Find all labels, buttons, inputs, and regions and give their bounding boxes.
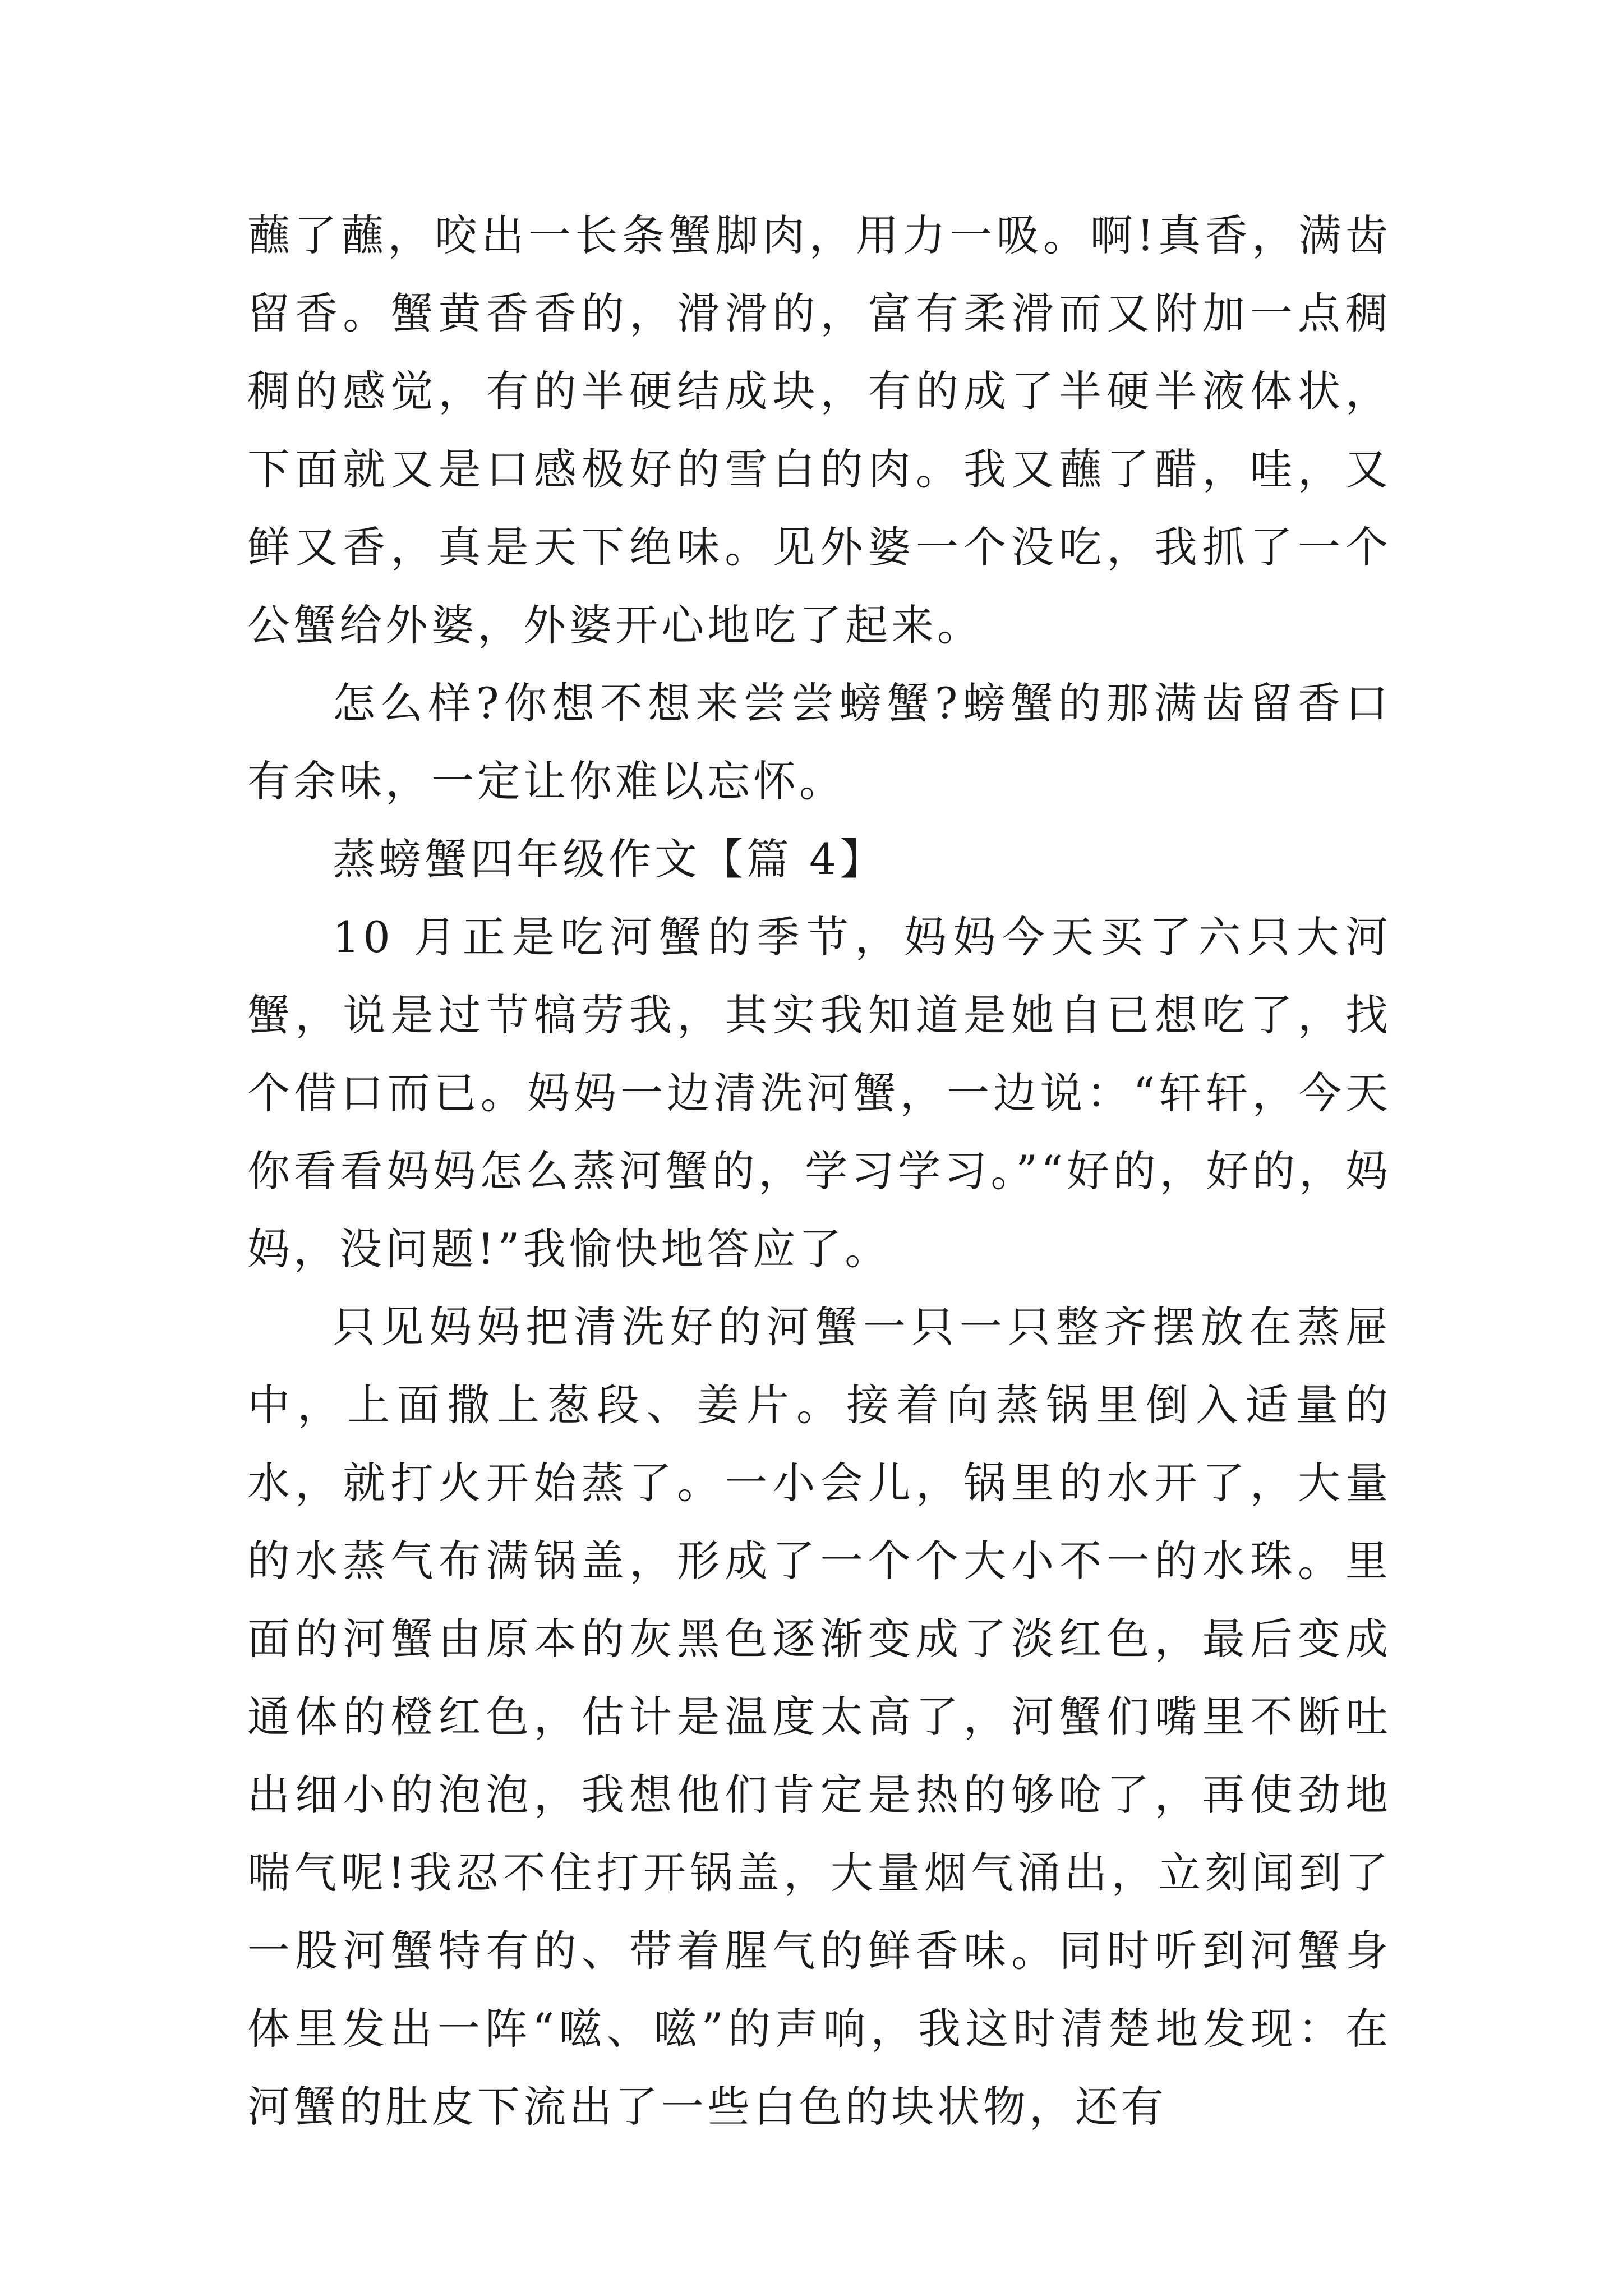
body-text [247, 196, 1391, 2146]
paragraph-3: 10 月正是吃河蟹的季节，妈妈今天买了六只大河蟹，说是过节犒劳我，其实我知道是她自已想吃了，找个借口而已。妈妈一边清洗河蟹，一边说：“轩轩，今天你看看妈妈怎么蒸河蟹的，学习学习。”“好的，好的，妈妈，没问题!”我愉快地答应了。 [247, 912, 1391, 1274]
paragraph-1: 蘸了蘸，咬出一长条蟹脚肉，用力一吸。啊!真香，满齿留香。蟹黄香香的，滑滑的，富有柔滑而又附加一点稠稠的感觉，有的半硬结成块，有的成了半硬半液体状，下面就又是口感极好的雪白的肉。我又蘸了醋，哇，又鲜又香，真是天下绝味。见外婆一个没吃，我抓了一个公蟹给外婆，外婆开心地吃了起来。 [247, 210, 1391, 650]
paragraph-4: 只见妈妈把清洗好的河蟹一只一只整齐摆放在蒸屉中，上面撒上葱段、姜片。接着向蒸锅里倒入适量的水，就打火开始蒸了。一小会儿，锅里的水开了，大量的水蒸气布满锅盖，形成了一个个大小不一的水珠。里面的河蟹由原本的灰黑色逐渐变成了淡红色，最后变成通体的橙红色，估计是温度太高了，河蟹们嘴里不断吐出细小的泡泡，我想他们肯定是热的够呛了，再使劲地喘气呢!我忍不住打开锅盖，大量烟气涌出，立刻闻到了一股河蟹特有的、带着腥气的鲜香味。同时听到河蟹身体里发出一阵“嗞、嗞”的声响，我这时清楚地发现：在河蟹的肚皮下流出了一些白色的块状物，还有 [247, 1302, 1391, 2132]
paragraph-2: 怎么样?你想不想来尝尝螃蟹?螃蟹的那满齿留香口有余味，一定让你难以忘怀。 [247, 678, 1391, 806]
section-heading: 蒸螃蟹四年级作文【篇 4】 [333, 834, 886, 884]
